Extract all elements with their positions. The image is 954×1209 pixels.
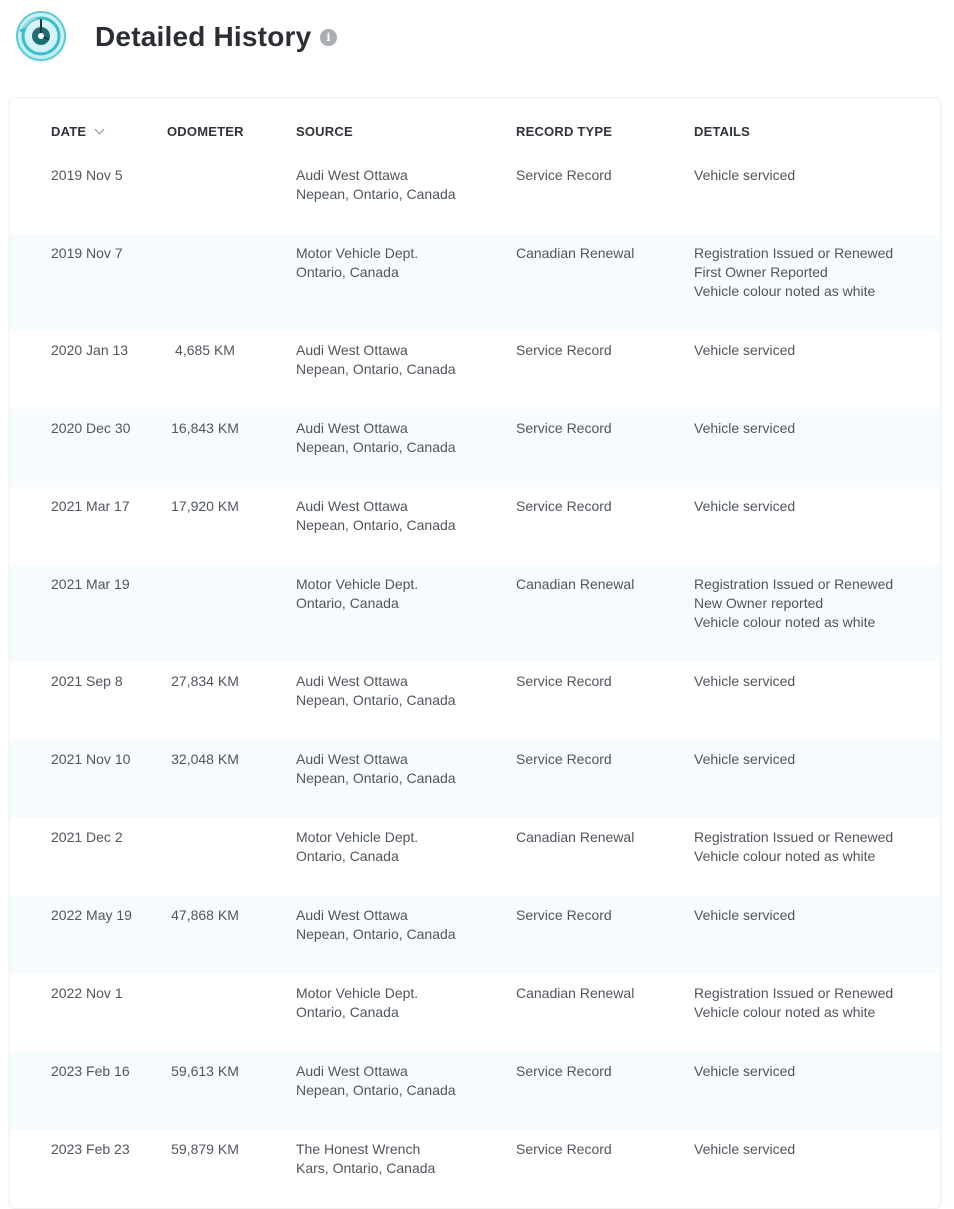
- date-cell: 2022 Nov 1: [51, 985, 123, 1001]
- table-row: [10, 331, 940, 409]
- source-line: Motor Vehicle Dept.: [296, 576, 419, 592]
- date-cell: 2021 Dec 2: [51, 829, 123, 845]
- table-row: [10, 487, 940, 565]
- info-icon[interactable]: i: [320, 29, 337, 46]
- table-row: [10, 662, 940, 740]
- record-type-cell: Service Record: [516, 673, 612, 689]
- details-line: Registration Issued or Renewed: [694, 985, 894, 1001]
- source-line: Nepean, Ontario, Canada: [296, 770, 456, 786]
- details-line: Vehicle colour noted as white: [694, 1004, 876, 1020]
- table-row: [10, 1130, 940, 1208]
- record-type-cell: Service Record: [516, 1063, 612, 1079]
- record-type-cell: Canadian Renewal: [516, 576, 635, 592]
- source-cell: [296, 419, 506, 457]
- source-line: Nepean, Ontario, Canada: [296, 926, 456, 942]
- source-line: Ontario, Canada: [296, 1004, 399, 1020]
- details-line: Vehicle serviced: [694, 907, 796, 923]
- record-type-cell: Service Record: [516, 751, 612, 767]
- source-cell: [296, 166, 506, 204]
- source-line: The Honest Wrench: [296, 1141, 421, 1157]
- odometer-cell: 27,834 KM: [171, 673, 239, 689]
- details-line: Vehicle serviced: [694, 673, 796, 689]
- source-line: Ontario, Canada: [296, 595, 399, 611]
- details-cell: [694, 419, 934, 438]
- source-line: Nepean, Ontario, Canada: [296, 1082, 456, 1098]
- source-line: Audi West Ottawa: [296, 342, 408, 358]
- record-type-cell: Canadian Renewal: [516, 985, 635, 1001]
- table-row: [10, 818, 940, 896]
- table-row: [10, 565, 940, 662]
- column-header-details: DETAILS: [694, 124, 751, 139]
- column-header-source: SOURCE: [296, 124, 353, 139]
- odometer-cell: 16,843 KM: [171, 420, 239, 436]
- source-line: Ontario, Canada: [296, 264, 399, 280]
- details-line: Vehicle serviced: [694, 1141, 796, 1157]
- details-line: Registration Issued or Renewed: [694, 829, 894, 845]
- record-type-cell: Service Record: [516, 167, 612, 183]
- record-type-cell: Service Record: [516, 498, 612, 514]
- details-line: Vehicle serviced: [694, 1063, 796, 1079]
- details-line: Vehicle serviced: [694, 342, 796, 358]
- odometer-cell: 59,879 KM: [171, 1141, 239, 1157]
- details-cell: [694, 166, 934, 185]
- odometer-cell: 4,685 KM: [175, 342, 235, 358]
- source-line: Audi West Ottawa: [296, 751, 408, 767]
- source-cell: [296, 750, 506, 788]
- date-cell: 2019 Nov 7: [51, 245, 123, 261]
- column-header-odometer: ODOMETER: [167, 124, 244, 139]
- source-cell: [296, 672, 506, 710]
- details-line: Vehicle serviced: [694, 167, 796, 183]
- source-line: Nepean, Ontario, Canada: [296, 517, 456, 533]
- details-line: Vehicle colour noted as white: [694, 283, 876, 299]
- details-line: Vehicle serviced: [694, 751, 796, 767]
- history-clock-icon: [13, 8, 69, 64]
- date-cell: 2021 Mar 19: [51, 576, 130, 592]
- details-line: Registration Issued or Renewed: [694, 245, 894, 261]
- table-row: [10, 896, 940, 974]
- page-title: Detailed History: [95, 21, 312, 52]
- record-type-cell: Service Record: [516, 907, 612, 923]
- table-body: [10, 156, 940, 1208]
- source-line: Ontario, Canada: [296, 848, 399, 864]
- source-line: Audi West Ottawa: [296, 420, 408, 436]
- details-line: Vehicle colour noted as white: [694, 614, 876, 630]
- table-row: [10, 1052, 940, 1130]
- source-line: Motor Vehicle Dept.: [296, 829, 419, 845]
- details-cell: [694, 497, 934, 516]
- source-line: Audi West Ottawa: [296, 498, 408, 514]
- source-cell: [296, 984, 506, 1022]
- details-cell: [694, 750, 934, 769]
- table-row: [10, 234, 940, 331]
- table-row: [10, 974, 940, 1052]
- source-cell: [296, 497, 506, 535]
- source-line: Nepean, Ontario, Canada: [296, 692, 456, 708]
- record-type-cell: Canadian Renewal: [516, 829, 635, 845]
- source-line: Audi West Ottawa: [296, 907, 408, 923]
- source-line: Audi West Ottawa: [296, 673, 408, 689]
- chevron-down-icon[interactable]: [95, 125, 105, 135]
- details-line: Vehicle serviced: [694, 498, 796, 514]
- date-cell: 2021 Mar 17: [51, 498, 130, 514]
- record-type-cell: Canadian Renewal: [516, 245, 635, 261]
- record-type-cell: Service Record: [516, 342, 612, 358]
- record-type-cell: Service Record: [516, 1141, 612, 1157]
- table-header: [10, 98, 940, 158]
- source-cell: [296, 828, 506, 866]
- column-header-date-label: DATE: [51, 124, 87, 139]
- odometer-cell: 17,920 KM: [171, 498, 239, 514]
- source-line: Motor Vehicle Dept.: [296, 985, 419, 1001]
- column-header-date[interactable]: [51, 124, 103, 139]
- source-cell: [296, 1062, 506, 1100]
- details-cell: [694, 341, 934, 360]
- table-row: [10, 409, 940, 487]
- odometer-cell: 47,868 KM: [171, 907, 239, 923]
- details-cell: [694, 244, 934, 301]
- date-cell: 2021 Nov 10: [51, 751, 131, 767]
- odometer-cell: 59,613 KM: [171, 1063, 239, 1079]
- details-cell: [694, 984, 934, 1022]
- details-line: Vehicle colour noted as white: [694, 848, 876, 864]
- details-line: First Owner Reported: [694, 264, 828, 280]
- source-line: Nepean, Ontario, Canada: [296, 186, 456, 202]
- details-cell: [694, 1062, 934, 1081]
- source-cell: [296, 1140, 506, 1178]
- page-header: [0, 0, 954, 80]
- source-line: Audi West Ottawa: [296, 167, 408, 183]
- table-row: [10, 156, 940, 234]
- details-cell: [694, 906, 934, 925]
- source-cell: [296, 575, 506, 613]
- date-cell: 2021 Sep 8: [51, 673, 123, 689]
- source-line: Audi West Ottawa: [296, 1063, 408, 1079]
- source-line: Motor Vehicle Dept.: [296, 245, 419, 261]
- date-cell: 2020 Dec 30: [51, 420, 131, 436]
- date-cell: 2019 Nov 5: [51, 167, 123, 183]
- source-line: Nepean, Ontario, Canada: [296, 361, 456, 377]
- details-cell: [694, 575, 934, 632]
- source-cell: [296, 906, 506, 944]
- source-cell: [296, 244, 506, 282]
- date-cell: 2022 May 19: [51, 907, 132, 923]
- details-cell: [694, 672, 934, 691]
- details-line: Vehicle serviced: [694, 420, 796, 436]
- history-table-card: [9, 97, 941, 1209]
- date-cell: 2023 Feb 23: [51, 1141, 130, 1157]
- details-cell: [694, 1140, 934, 1159]
- date-cell: 2020 Jan 13: [51, 342, 129, 358]
- record-type-cell: Service Record: [516, 420, 612, 436]
- date-cell: 2023 Feb 16: [51, 1063, 130, 1079]
- table-row: [10, 740, 940, 818]
- source-cell: [296, 341, 506, 379]
- column-header-record-type: RECORD TYPE: [516, 124, 613, 139]
- details-line: New Owner reported: [694, 595, 824, 611]
- odometer-cell: 32,048 KM: [171, 751, 239, 767]
- source-line: Nepean, Ontario, Canada: [296, 439, 456, 455]
- source-line: Kars, Ontario, Canada: [296, 1160, 436, 1176]
- details-cell: [694, 828, 934, 866]
- details-line: Registration Issued or Renewed: [694, 576, 894, 592]
